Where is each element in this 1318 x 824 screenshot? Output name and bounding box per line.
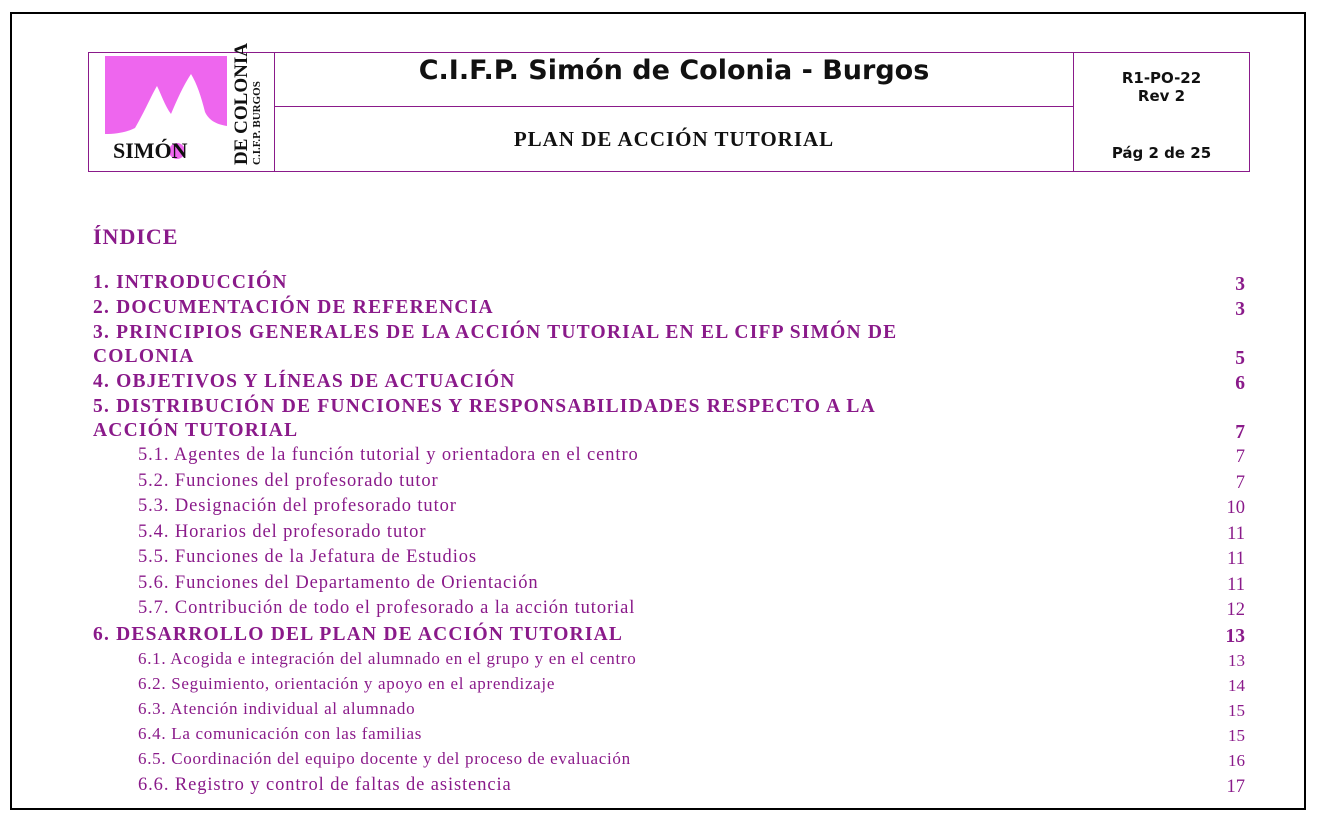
toc-entry-title: 5. DISTRIBUCIÓN DE FUNCIONES Y RESPONSABILIDADES RESPECTO A LA — [93, 396, 876, 417]
toc-entry[interactable] — [93, 624, 623, 646]
toc-entry-page: 11 — [1227, 549, 1245, 569]
toc-entry[interactable] — [138, 749, 631, 769]
document-header — [88, 43, 1250, 172]
toc-entry-title: 6.1. Acogida e integración del alumnado en el grupo y en el centro — [138, 648, 637, 668]
toc-entry[interactable] — [93, 371, 516, 393]
toc-entry-page: 5 — [1235, 348, 1245, 369]
toc-entry-page: 13 — [1225, 625, 1245, 647]
toc-entry-page: 10 — [1226, 498, 1245, 518]
toc-entry-page: 17 — [1226, 776, 1245, 797]
logo-cell — [89, 43, 275, 171]
toc-entry-title: 3. PRINCIPIOS GENERALES DE LA ACCIÓN TUTORIAL EN EL CIFP SIMÓN DE — [93, 322, 898, 343]
toc-entry-page: 7 — [1235, 422, 1245, 443]
toc-entry-title: 5.3. Designación del profesorado tutor — [138, 496, 457, 516]
toc-entry[interactable] — [138, 674, 555, 694]
toc-entry-continuation — [93, 420, 298, 442]
document-code: R1-PO-22 — [1121, 69, 1202, 87]
toc-entry-page: 12 — [1226, 600, 1245, 620]
toc-entry[interactable] — [138, 445, 639, 466]
title-cell — [275, 53, 1073, 171]
toc-entry-page: 7 — [1235, 472, 1245, 493]
toc-entry-page: 3 — [1235, 274, 1245, 295]
logo-vertical-large: DE COLONIA — [231, 43, 252, 165]
toc-entry[interactable] — [138, 724, 422, 744]
toc-entry-page: 7 — [1235, 447, 1245, 467]
toc-entry-title: 6.6. Registro y control de faltas de asistencia — [138, 774, 512, 795]
school-logo — [105, 56, 227, 168]
toc-entry[interactable] — [93, 322, 897, 344]
toc-entry[interactable] — [138, 598, 635, 619]
toc-entry-title: 6.4. La comunicación con las familias — [138, 724, 423, 744]
toc-entry-title: 5.1. Agentes de la función tutorial y orientadora en el centro — [138, 445, 639, 465]
institution-name: C.I.F.P. Simón de Colonia - Burgos — [275, 53, 1073, 107]
toc-entry-page: 13 — [1228, 650, 1245, 670]
toc-entry-continuation — [93, 346, 195, 368]
document-revision: Rev 2 — [1137, 87, 1186, 105]
toc-entry-title: 2. DOCUMENTACIÓN DE REFERENCIA — [93, 297, 494, 318]
toc-entry[interactable] — [138, 522, 426, 543]
toc-entry-title: 6. DESARROLLO DEL PLAN DE ACCIÓN TUTORIAL — [93, 623, 624, 645]
logo-vertical-small: C.I.F.P. BURGOS — [251, 81, 263, 165]
toc-entry-page: 11 — [1227, 523, 1245, 544]
toc-entry-page: 6 — [1235, 373, 1245, 394]
page-number: Pág 2 de 25 — [1111, 144, 1212, 162]
toc-entry[interactable] — [138, 649, 636, 669]
toc-entry-title: 1. INTRODUCCIÓN — [93, 272, 288, 293]
toc-entry-page: 11 — [1227, 574, 1245, 595]
logo-vertical-text — [229, 43, 265, 167]
toc-entry[interactable] — [138, 775, 512, 796]
toc-entry[interactable] — [138, 573, 539, 594]
logo-word: SIMÓN — [113, 138, 188, 163]
toc-entry-page: 3 — [1235, 299, 1245, 320]
toc-entry[interactable] — [93, 396, 876, 418]
toc-entry-title: 6.2. Seguimiento, orientación y apoyo en el aprendizaje — [138, 673, 556, 693]
toc-entry-title: 5.7. Contribución de todo el profesorado a la acción tutorial — [138, 598, 636, 618]
toc-entry-title: 5.6. Funciones del Departamento de Orientación — [138, 572, 539, 593]
toc-entry[interactable] — [138, 471, 439, 492]
toc-entry[interactable] — [93, 272, 288, 294]
toc-entry-page: 15 — [1228, 726, 1245, 746]
toc-entry[interactable] — [138, 496, 457, 517]
toc-entry-title: 5.4. Horarios del profesorado tutor — [138, 521, 427, 542]
toc-entry-title: 5.5. Funciones de la Jefatura de Estudios — [138, 547, 477, 567]
toc-entry-title-line2: ACCIÓN TUTORIAL — [93, 420, 299, 441]
toc-entry[interactable] — [138, 547, 477, 568]
toc-entry[interactable] — [138, 699, 415, 719]
document-title: PLAN DE ACCIÓN TUTORIAL — [513, 127, 835, 151]
toc-entry-page: 16 — [1228, 751, 1245, 771]
toc-entry-title-line2: COLONIA — [93, 346, 195, 367]
toc-entry-title: 6.5. Coordinación del equipo docente y del proceso de evaluación — [138, 749, 631, 769]
toc-entry-title: 6.3. Atención individual al alumnado — [138, 698, 416, 718]
toc-entry-title: 4. OBJETIVOS Y LÍNEAS DE ACTUACIÓN — [93, 371, 516, 392]
toc-entry-page: 14 — [1228, 675, 1245, 695]
toc-entry-page: 15 — [1228, 700, 1245, 720]
toc-entry-title: 5.2. Funciones del profesorado tutor — [138, 470, 439, 491]
toc-entry[interactable] — [93, 297, 494, 319]
index-title: ÍNDICE — [93, 224, 179, 249]
code-cell — [1073, 53, 1249, 171]
